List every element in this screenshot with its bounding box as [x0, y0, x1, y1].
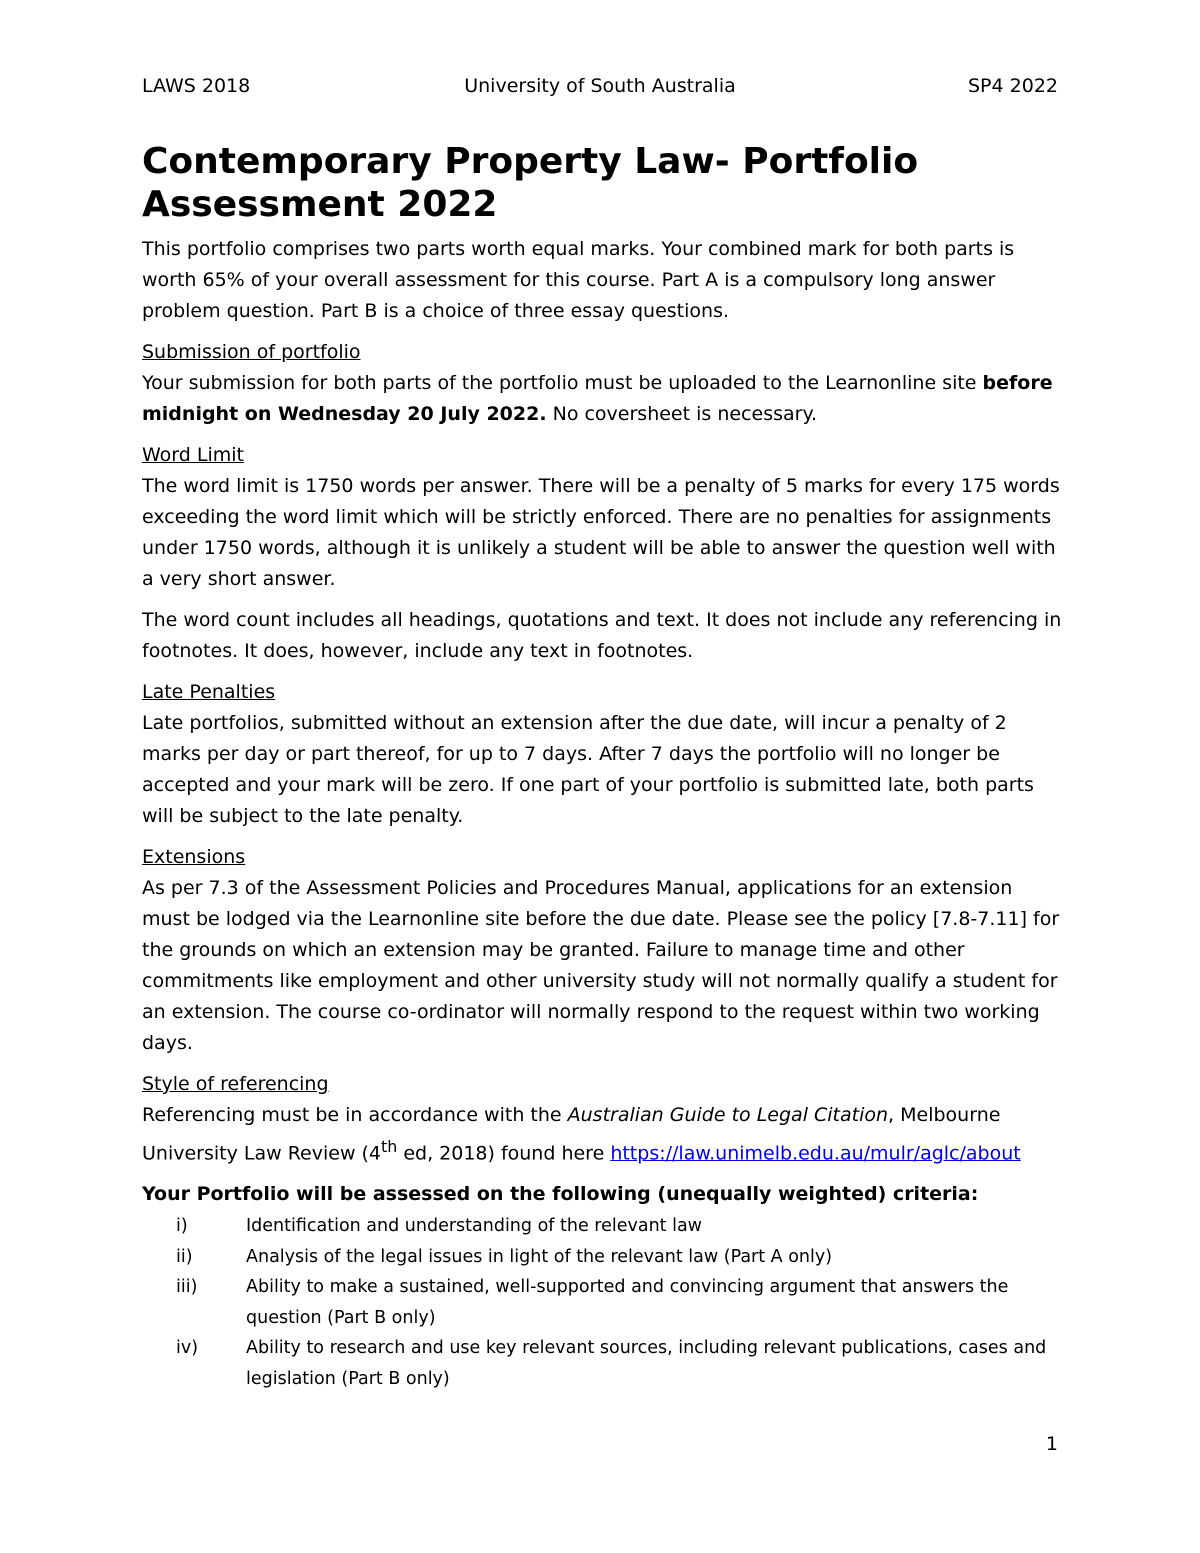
word-limit-heading: Word Limit	[142, 444, 244, 466]
referencing-text-end: ed, 2018) found here	[397, 1142, 611, 1165]
submission-heading: Submission of portfolio	[142, 341, 361, 363]
criteria-number: iv)	[176, 1338, 199, 1359]
extensions-text: As per 7.3 of the Assessment Policies and Procedures Manual, applications for an extension must be lodged via the Learnonline site before the due date. Please see the policy [7.8-7.11] for the grounds on which an extension may be granted. Failure to manage time and other commitments like employment and other university study will not normally qualify a student for an extension. The course co-ordinator will normally respond to the request within two working days.	[142, 877, 1060, 1054]
extensions-section	[142, 842, 1062, 1059]
intro-paragraph: This portfolio comprises two parts worth equal marks. Your combined mark for both parts is worth 65% of your overall assessment for this course. Part A is a compulsory long answer problem question. Part B is a choice of three essay questions.	[142, 238, 1015, 322]
page-number: 1	[1045, 1433, 1058, 1455]
header-university: University of South Australia	[464, 75, 736, 97]
criteria-text: Analysis of the legal issues in light of the relevant law (Part A only)	[246, 1246, 833, 1267]
referencing-text: Referencing must be in accordance with the	[142, 1104, 568, 1126]
criteria-text: Ability to research and use key relevant sources, including relevant publications, cases and legislation (Part B only)	[246, 1338, 1047, 1389]
edition-superscript: th	[381, 1137, 398, 1156]
criteria-number: ii)	[176, 1246, 193, 1267]
criteria-item	[142, 1333, 1062, 1394]
submission-text-end: No coversheet is necessary.	[546, 403, 818, 425]
criteria-text: Ability to make a sustained, well-supported and convincing argument that answers the question (Part B only)	[246, 1277, 1009, 1328]
late-penalties-section	[142, 677, 1062, 832]
criteria-title: Your Portfolio will be assessed on the following (unequally weighted) criteria:	[142, 1183, 979, 1206]
aglc-title: Australian Guide to Legal Citation	[567, 1104, 889, 1126]
criteria-item	[142, 1272, 1062, 1333]
criteria-item	[142, 1211, 1062, 1242]
header-term: SP4 2022	[968, 75, 1058, 97]
criteria-item	[142, 1242, 1062, 1273]
document-title: Contemporary Property Law- Portfolio Assessment 2022	[142, 141, 919, 225]
document-body	[142, 140, 1062, 1394]
submission-text: Your submission for both parts of the portfolio must be uploaded to the Learnonline site	[142, 372, 983, 394]
word-limit-text: The word limit is 1750 words per answer. There will be a penalty of 5 marks for every 175 words exceeding the word limit which will be strictly enforced. There are no penalties for assignments under 1750 words, although it is unlikely a student will be able to answer the question well with a very short answer.	[142, 475, 1060, 590]
criteria-list	[142, 1211, 1062, 1394]
word-count-paragraph: The word count includes all headings, quotations and text. It does not include any referencing in footnotes. It does, however, include any text in footnotes.	[142, 609, 1062, 662]
referencing-text-mid: , Melbourne University Law Review (4	[142, 1104, 1001, 1165]
criteria-number: i)	[176, 1216, 188, 1237]
extensions-heading: Extensions	[142, 846, 246, 868]
criteria-number: iii)	[176, 1277, 198, 1298]
page-header	[142, 72, 1058, 100]
late-penalties-heading: Late Penalties	[142, 681, 276, 703]
submission-section	[142, 337, 1062, 430]
aglc-link[interactable]: https://law.unimelb.edu.au/mulr/aglc/about	[610, 1142, 1021, 1165]
header-course-code: LAWS 2018	[142, 75, 251, 97]
word-limit-section	[142, 440, 1062, 595]
submission-deadline: before midnight on Wednesday 20 July 2022.	[142, 372, 1053, 425]
referencing-section	[142, 1069, 1062, 1169]
referencing-heading: Style of referencing	[142, 1073, 329, 1095]
late-penalties-text: Late portfolios, submitted without an extension after the due date, will incur a penalty of 2 marks per day or part thereof, for up to 7 days. After 7 days the portfolio will no longer be accepted and your mark will be zero. If one part of your portfolio is submitted late, both parts will be subject to the late penalty.	[142, 712, 1034, 827]
criteria-text: Identification and understanding of the relevant law	[246, 1216, 702, 1237]
